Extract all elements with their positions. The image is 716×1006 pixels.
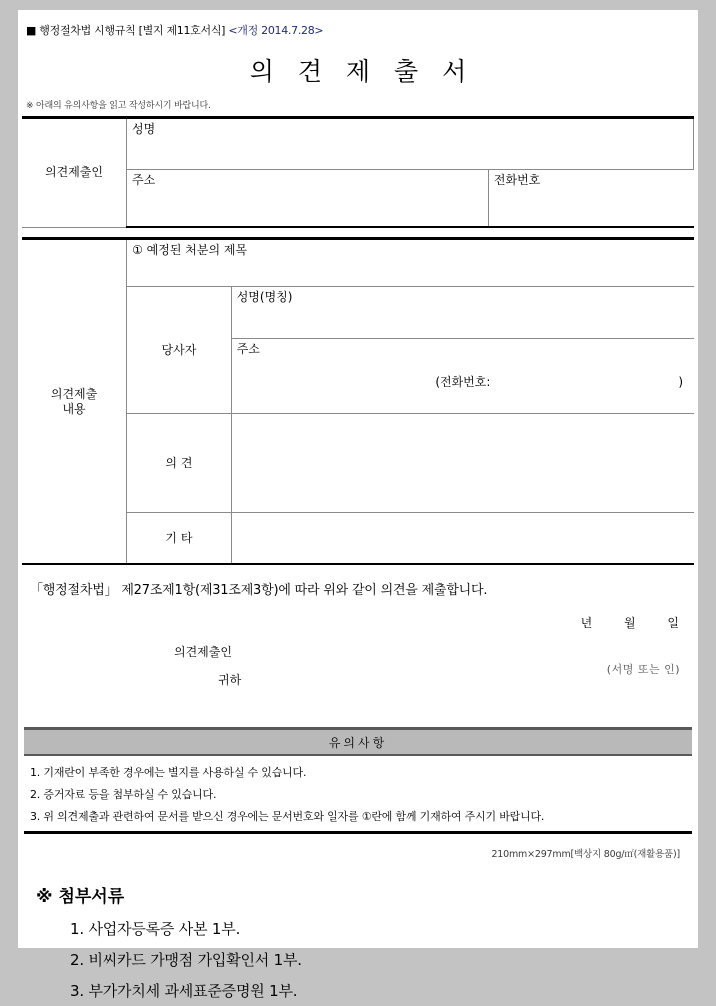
page-title: 의 견 제 출 서	[249, 57, 475, 86]
list-item: 3. 부가가치세 과세표준증명원 1부.	[70, 982, 298, 1000]
table-row	[22, 118, 694, 170]
party-address-label: 주소	[236, 342, 260, 356]
opinion-label-cell: 의 견	[127, 414, 232, 513]
content-table	[22, 237, 694, 565]
signature-submitter-label: 의견제출인	[174, 645, 232, 659]
list-item: 2. 비씨카드 가맹점 가입확인서 1부.	[70, 951, 302, 969]
law-reference: ■ 행정절차법 시행규칙 [별지 제11호서식]	[26, 24, 226, 37]
list-item: 3. 위 의견제출과 관련하여 문서를 받으신 경우에는 문서번호와 일자를 ①란에 함께 기재하여 주시기 바랍니다.	[30, 810, 545, 823]
list-item: 1. 사업자등록증 사본 1부.	[70, 920, 241, 938]
signature-hint: (서명 또는 인)	[606, 663, 680, 676]
signature-row	[22, 631, 694, 695]
opinion-value-cell[interactable]	[231, 414, 694, 513]
date-month-label: 월	[623, 616, 637, 630]
party-phone-close-paren: )	[678, 375, 683, 389]
list-item: 1. 기재란이 부족한 경우에는 별지를 사용하실 수 있습니다.	[30, 766, 307, 779]
party-label-cell: 당사자	[127, 287, 232, 414]
planned-disposition-subject-cell[interactable]: ① 예정된 처분의 제목	[127, 239, 694, 287]
signature-recipient-label: 귀하	[218, 673, 242, 687]
attachments-title: ※ 첨부서류	[36, 887, 125, 907]
document-header	[22, 10, 694, 38]
date-year-label: 년	[580, 616, 594, 630]
submitter-row-label: 의견제출인	[22, 118, 127, 228]
read-instruction-note: ※ 아래의 유의사항을 읽고 작성하시기 바랍니다.	[26, 101, 211, 111]
party-name-cell[interactable]: 성명(명칭)	[231, 287, 694, 339]
content-row-label-line2: 내용	[62, 401, 86, 416]
notice-list	[24, 756, 692, 834]
document-page	[18, 10, 698, 1000]
submission-statement: 「행정절차법」 제27조제1항(제31조제3항)에 따라 위와 같이 의견을 제출합니다.	[30, 583, 488, 598]
party-phone-line	[237, 357, 689, 390]
submitter-phone-cell[interactable]: 전화번호	[488, 170, 693, 228]
list-item: 2. 증거자료 등을 첨부하실 수 있습니다.	[30, 788, 217, 801]
date-line	[22, 598, 694, 631]
content-row-label	[22, 239, 127, 565]
notice-heading: 유의사항	[24, 727, 692, 756]
etc-value-cell[interactable]	[231, 513, 694, 565]
attachments-section	[22, 860, 694, 1006]
paper-specification: 210mm×297mm[백상지 80g/㎡(재활용품)]	[491, 849, 680, 860]
document-inner	[18, 10, 698, 1000]
date-day-label: 일	[667, 616, 680, 630]
table-gap	[22, 228, 694, 237]
content-row-label-line1: 의견제출	[50, 386, 98, 401]
submitter-address-cell[interactable]: 주소	[127, 170, 489, 228]
etc-label-cell: 기 타	[127, 513, 232, 565]
table-row	[22, 239, 694, 287]
party-phone-label: (전화번호:	[435, 375, 491, 389]
revision-note: <개정 2014.7.28>	[228, 24, 324, 37]
party-address-cell[interactable]	[231, 339, 694, 414]
notice-section	[22, 695, 694, 834]
submitter-name-cell[interactable]: 성명	[127, 118, 694, 170]
submitter-table	[22, 116, 694, 228]
